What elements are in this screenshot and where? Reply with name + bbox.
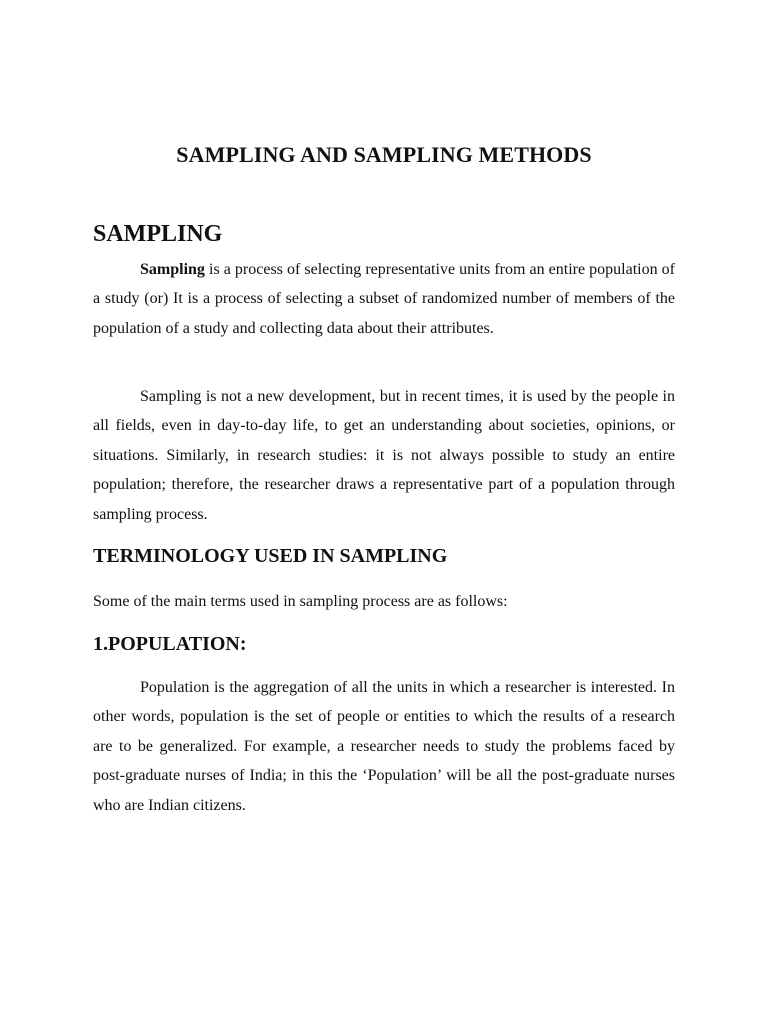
bold-term-sampling: Sampling [140, 261, 205, 278]
paragraph-sampling-history: Sampling is not a new development, but in recent times, it is used by the people in all fields, even in day-to-day life, to get an understanding about societies, opinions, or situations. Similarly, in research studies: it is not always possible to study an entire population; therefore, the researcher draws a representative part of a population through sampling process. [93, 388, 675, 523]
heading-population: 1.POPULATION: [93, 633, 247, 655]
heading-sampling: SAMPLING [93, 221, 223, 247]
paragraph-terminology-intro: Some of the main terms used in sampling process are as follows: [93, 593, 508, 610]
paragraph-text: is a process of selecting representative units from an entire population of a study (or) It is a process of selecting a subset of randomized number of members of the population of a study and collecting data about their attributes. [93, 261, 675, 337]
page-title: SAMPLING AND SAMPLING METHODS [176, 142, 592, 167]
heading-terminology: TERMINOLOGY USED IN SAMPLING [93, 545, 448, 567]
paragraph-population-definition: Population is the aggregation of all the units in which a researcher is interested. In other words, population is the set of people or entities to which the results of a research are to be generalized. For example, a researcher needs to study the problems faced by post-graduate nurses of India; in this the ‘Population’ will be all the post-graduate nurses who are Indian citizens. [93, 679, 675, 814]
paragraph-sampling-definition [93, 255, 675, 343]
